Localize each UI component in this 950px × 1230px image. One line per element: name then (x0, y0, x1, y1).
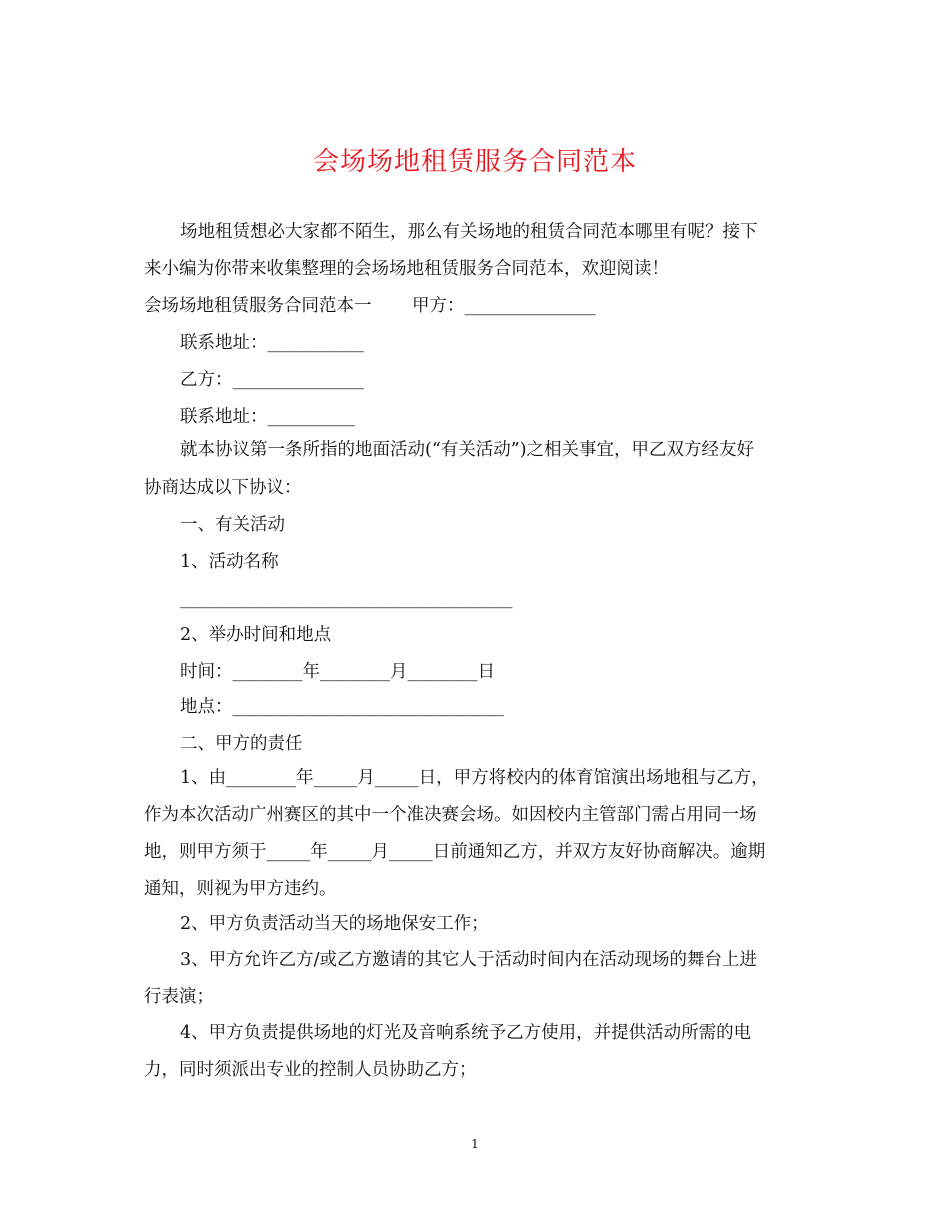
template-heading-line: 会场场地租赁服务合同范本一 甲方：_______________ (144, 296, 596, 316)
place-line: 地点：_______________________________ (180, 697, 504, 717)
section-2-title: 二、甲方的责任 (180, 734, 303, 754)
item-1-blank: ______________________________________ (180, 589, 513, 609)
duty-4-line-2: 力，同时须派出专业的控制人员协助乙方； (144, 1060, 477, 1080)
page-number: 1 (471, 1137, 479, 1151)
party-a-address: 联系地址：___________ (180, 333, 364, 353)
intro-line-1: 场地租赁想必大家都不陌生，那么有关场地的租赁合同范本哪里有呢？接下 (180, 222, 758, 242)
party-b: 乙方：_______________ (180, 370, 364, 390)
duty-1-line-3: 地，则甲方须于_____年_____月_____日前通知乙方，并双方友好协商解决。逾期 (144, 842, 766, 862)
duty-2: 2、甲方负责活动当天的场地保安工作； (180, 914, 489, 934)
duty-1-line-2: 作为本次活动广州赛区的其中一个准决赛会场。如因校内主管部门需占用同一场 (144, 805, 757, 825)
time-line: 时间：________年________月________日 (180, 662, 495, 682)
section-1-title: 一、有关活动 (180, 515, 285, 535)
duty-3-line-2: 行表演； (144, 987, 214, 1007)
intro-line-2: 来小编为你带来收集整理的会场场地租赁服务合同范本，欢迎阅读！ (144, 259, 669, 279)
agreement-line-2: 协商达成以下协议： (144, 478, 302, 498)
party-b-address: 联系地址：__________ (180, 407, 355, 427)
item-1-title: 1、活动名称 (180, 552, 279, 572)
item-2-title: 2、举办时间和地点 (180, 625, 332, 645)
duty-3-line-1: 3、甲方允许乙方/或乙方邀请的其它人于活动时间内在活动现场的舞台上进 (180, 950, 758, 970)
duty-1-line-4: 通知，则视为甲方违约。 (144, 879, 337, 899)
duty-4-line-1: 4、甲方负责提供场地的灯光及音响系统予乙方使用，并提供活动所需的电 (180, 1023, 752, 1043)
document-title: 会场场地租赁服务合同范本 (312, 147, 637, 177)
duty-1-line-1: 1、由________年_____月_____日，甲方将校内的体育馆演出场地租与乙方， (180, 768, 769, 788)
agreement-line-1: 就本协议第一条所指的地面活动(“有关活动”)之相关事宜，甲乙双方经友好 (180, 440, 755, 460)
